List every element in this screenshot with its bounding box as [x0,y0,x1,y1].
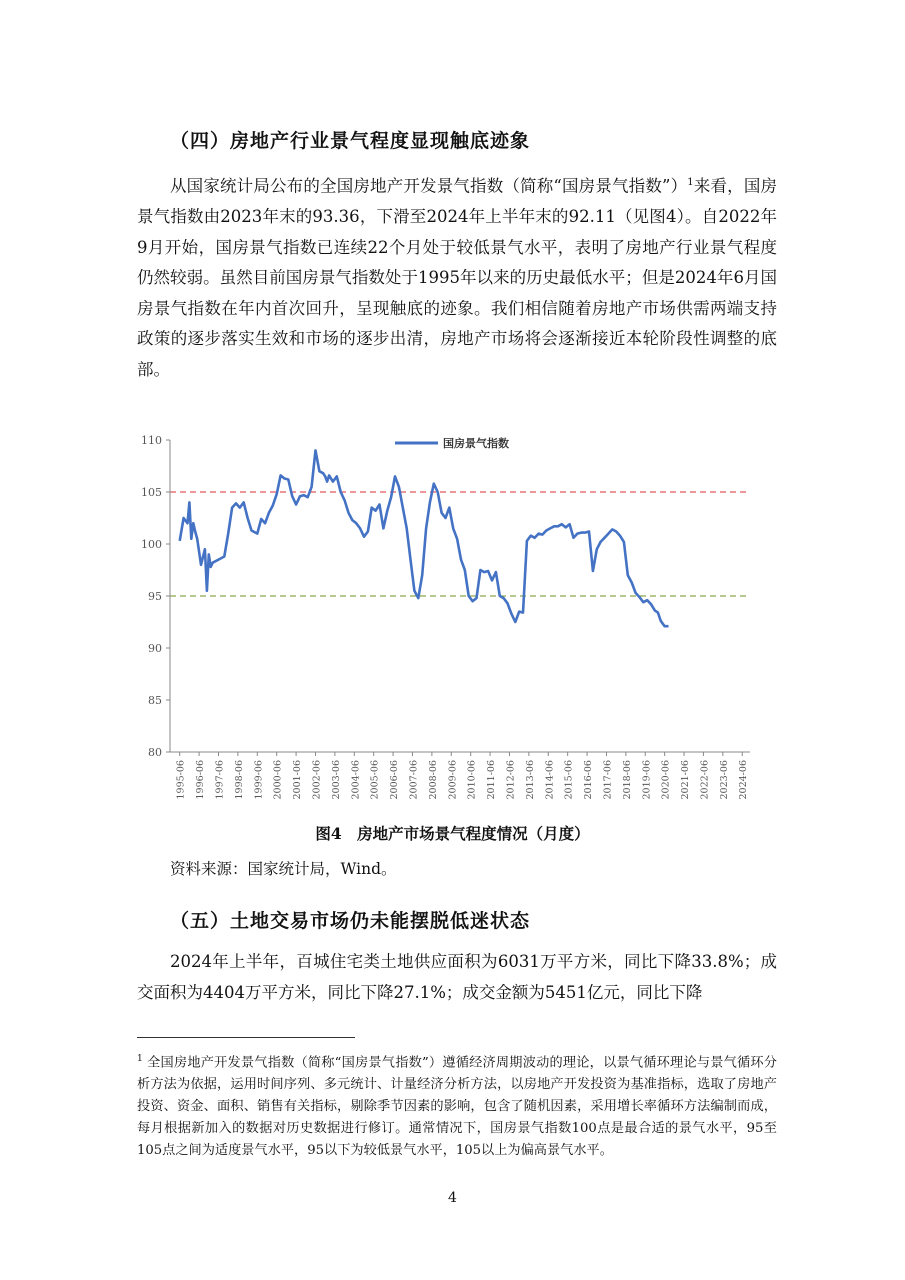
x-tick-label: 2003-06 [330,760,342,800]
series-line-guofang-index [180,450,669,626]
section-heading-5: （五）土地交易市场仍未能摆脱低迷状态 [170,910,531,932]
chart-legend [395,436,509,450]
x-tick-label: 2024-06 [738,760,750,800]
page-number: 4 [448,1190,457,1206]
x-tick-label: 1996-06 [195,760,207,800]
x-tick-label: 2016-06 [583,760,595,800]
y-tick-label: 100 [141,538,162,551]
y-tick-label: 105 [141,486,162,499]
body-paragraph-land-market: 2024年上半年，百城住宅类土地供应面积为6031万平方米，同比下降33.8%；成交面积为4404万平方米，同比下降27.1%；成交金额为5451亿元，同比下降 [137,952,777,1002]
x-tick-label: 2022-06 [699,760,711,800]
chart-reference-lines [170,492,750,596]
section-heading-4: （四）房地产行业景气程度显现触底迹象 [170,130,531,152]
x-tick-label: 2002-06 [311,760,323,800]
x-tick-label: 2017-06 [602,760,614,800]
chart-series [180,450,669,626]
footnote-text: 全国房地产开发景气指数（简称“国房景气指数”）遵循经济周期波动的理论，以景气循环理论与景气循环分析方法为依据，运用时间序列、多元统计、计量经济分析方法，以房地产开发投资为基准指标，选取了房地产投资、资金、面积、销售有关指标，剔除季节因素的影响，包含了随机因素，采用增长率循环方法编制而成，每月根据新加入的数据对历史数据进行修订。通常情况下，国房景气指数100点是最合适的景气水平，95至105点之间为适度景气水平，95以下为较低景气水平，105以上为偏高景气水平。 [137,1055,777,1159]
x-tick-label: 1998-06 [233,760,245,800]
x-tick-label: 2006-06 [389,760,401,800]
figure-caption: 图4 房地产市场景气程度情况（月度） [315,824,590,843]
y-tick-label: 90 [148,642,162,655]
chart-axes [166,440,750,756]
x-tick-label: 2009-06 [447,760,459,800]
body-paragraph-housing-index [137,168,777,385]
figure-source: 资料来源：国家统计局，Wind。 [170,860,397,878]
x-tick-label: 2010-06 [466,760,478,800]
x-tick-label: 2005-06 [369,760,381,800]
x-tick-label: 2004-06 [350,760,362,800]
x-tick-label: 1997-06 [214,760,226,800]
x-tick-label: 1999-06 [253,760,265,800]
x-tick-label: 2018-06 [621,760,633,800]
x-tick-label: 2008-06 [427,760,439,800]
x-tick-labels [176,760,750,799]
footnote [137,1048,777,1162]
x-tick-label: 2020-06 [660,760,672,800]
y-tick-label: 110 [141,434,162,447]
x-tick-label: 1995-06 [175,760,187,800]
x-tick-label: 2007-06 [408,760,420,800]
footnote-reference[interactable]: 1 [687,177,694,188]
x-tick-label: 2014-06 [544,760,556,800]
footnote-mark: 1 [137,1054,143,1064]
x-tick-label: 2023-06 [718,760,730,800]
legend-label: 国房景气指数 [443,437,509,450]
x-tick-label: 2000-06 [272,760,284,800]
x-tick-label: 2021-06 [680,760,692,800]
x-tick-label: 2015-06 [563,760,575,800]
x-tick-label: 2012-06 [505,760,517,800]
x-tick-label: 2019-06 [641,760,653,800]
y-tick-label: 95 [148,590,162,603]
paragraph-text-end: 来看，国房景气指数由2023年末的93.36，下滑至2024年上半年末的92.11（见图4）。自2022年9月开始，国房景气指数已连续22个月处于较低景气水平，表明了房地产行业景气程度仍然较弱。虽然目前国房景气指数处于1995年以来的历史最低水平；但是2024年6月国房景气指数在年内首次回升，呈现触底的迹象。我们相信随着房地产市场供需两端支持政策的逐步落实生效和市场的逐步出清，房地产市场将会逐渐接近本轮阶段性调整的底部。 [137,176,778,379]
x-tick-label: 2013-06 [524,760,536,800]
x-tick-label: 2001-06 [292,760,304,800]
paragraph-text-start: 从国家统计局公布的全国房地产开发景气指数（简称“国房景气指数”） [170,176,688,196]
y-tick-label: 85 [148,694,162,707]
y-tick-labels [141,434,162,759]
housing-index-chart [125,425,780,815]
footnote-divider [137,1037,355,1038]
y-tick-label: 80 [148,746,162,759]
x-tick-label: 2011-06 [486,760,498,800]
